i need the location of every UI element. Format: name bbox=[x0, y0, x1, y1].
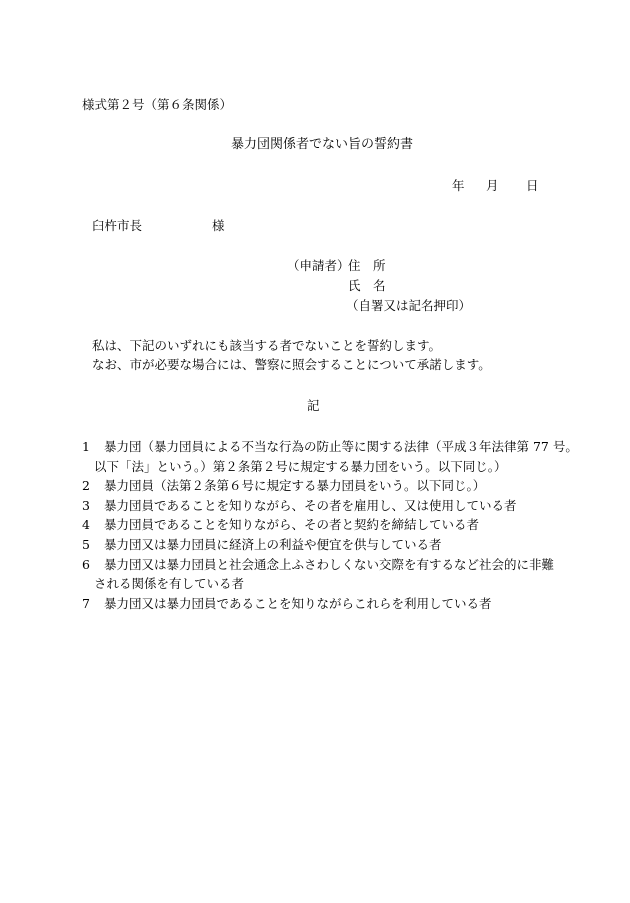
signature-note: （自署又は記名押印） bbox=[346, 298, 472, 313]
address-label: 住 所 bbox=[348, 258, 386, 273]
item-number: 1 bbox=[82, 439, 90, 454]
list-item bbox=[82, 476, 562, 496]
applicant-label: （申請者） bbox=[287, 258, 350, 273]
list-item bbox=[82, 496, 562, 516]
item-text: 暴力団又は暴力団員に経済上の利益や便宜を供与している者 bbox=[104, 536, 442, 552]
addressee bbox=[92, 218, 225, 233]
item-text: 暴力団又は暴力団員と社会通念上ふさわしくない交際を有するなど社会的に非難 bbox=[104, 556, 555, 572]
item-text: 暴力団員（法第２条第６号に規定する暴力団員をいう。以下同じ。） bbox=[104, 478, 486, 494]
conditions-list bbox=[82, 437, 578, 613]
name-label: 氏 名 bbox=[348, 278, 386, 293]
item-number: 4 bbox=[82, 517, 90, 533]
date-year-label: 年 bbox=[452, 178, 465, 193]
list-item bbox=[82, 594, 562, 614]
list-item bbox=[82, 535, 562, 555]
item-text: 暴力団又は暴力団員であることを知りながらこれらを利用している者 bbox=[104, 595, 492, 611]
ki-heading: 記 bbox=[307, 398, 320, 413]
list-item bbox=[82, 555, 562, 594]
item-text: 暴力団（暴力団員による不当な行為の防止等に関する法律（平成３年法律第 77 号。 bbox=[104, 439, 578, 454]
date-month-label: 月 bbox=[486, 178, 499, 193]
item-number: 6 bbox=[82, 556, 90, 572]
date-day-label: 日 bbox=[526, 178, 539, 193]
item-number: 2 bbox=[82, 478, 90, 494]
addressee-name: 臼杵市長 bbox=[92, 218, 143, 233]
list-item bbox=[82, 515, 562, 535]
item-number: 7 bbox=[82, 595, 90, 611]
addressee-honorific: 様 bbox=[212, 218, 225, 233]
item-number: 3 bbox=[82, 497, 90, 513]
document-title: 暴力団関係者でない旨の誓約書 bbox=[231, 137, 414, 152]
pledge-statement: 私は、下記のいずれにも該当する者でないことを誓約します。 bbox=[92, 338, 442, 353]
item-text-continued: 以下「法」という。）第２条第２号に規定する暴力団をいう。以下同じ。） bbox=[94, 458, 507, 474]
form-number: 様式第２号（第６条関係） bbox=[82, 97, 233, 112]
date-line bbox=[452, 178, 539, 193]
consent-statement: なお、市が必要な場合には、警察に照会することについて承諾します。 bbox=[92, 357, 491, 372]
list-item bbox=[82, 437, 578, 476]
item-number: 5 bbox=[82, 536, 90, 552]
item-text-continued: される関係を有している者 bbox=[94, 576, 245, 592]
item-text: 暴力団員であることを知りながら、その者と契約を締結している者 bbox=[104, 517, 480, 533]
item-text: 暴力団員であることを知りながら、その者を雇用し、又は使用している者 bbox=[104, 497, 517, 513]
